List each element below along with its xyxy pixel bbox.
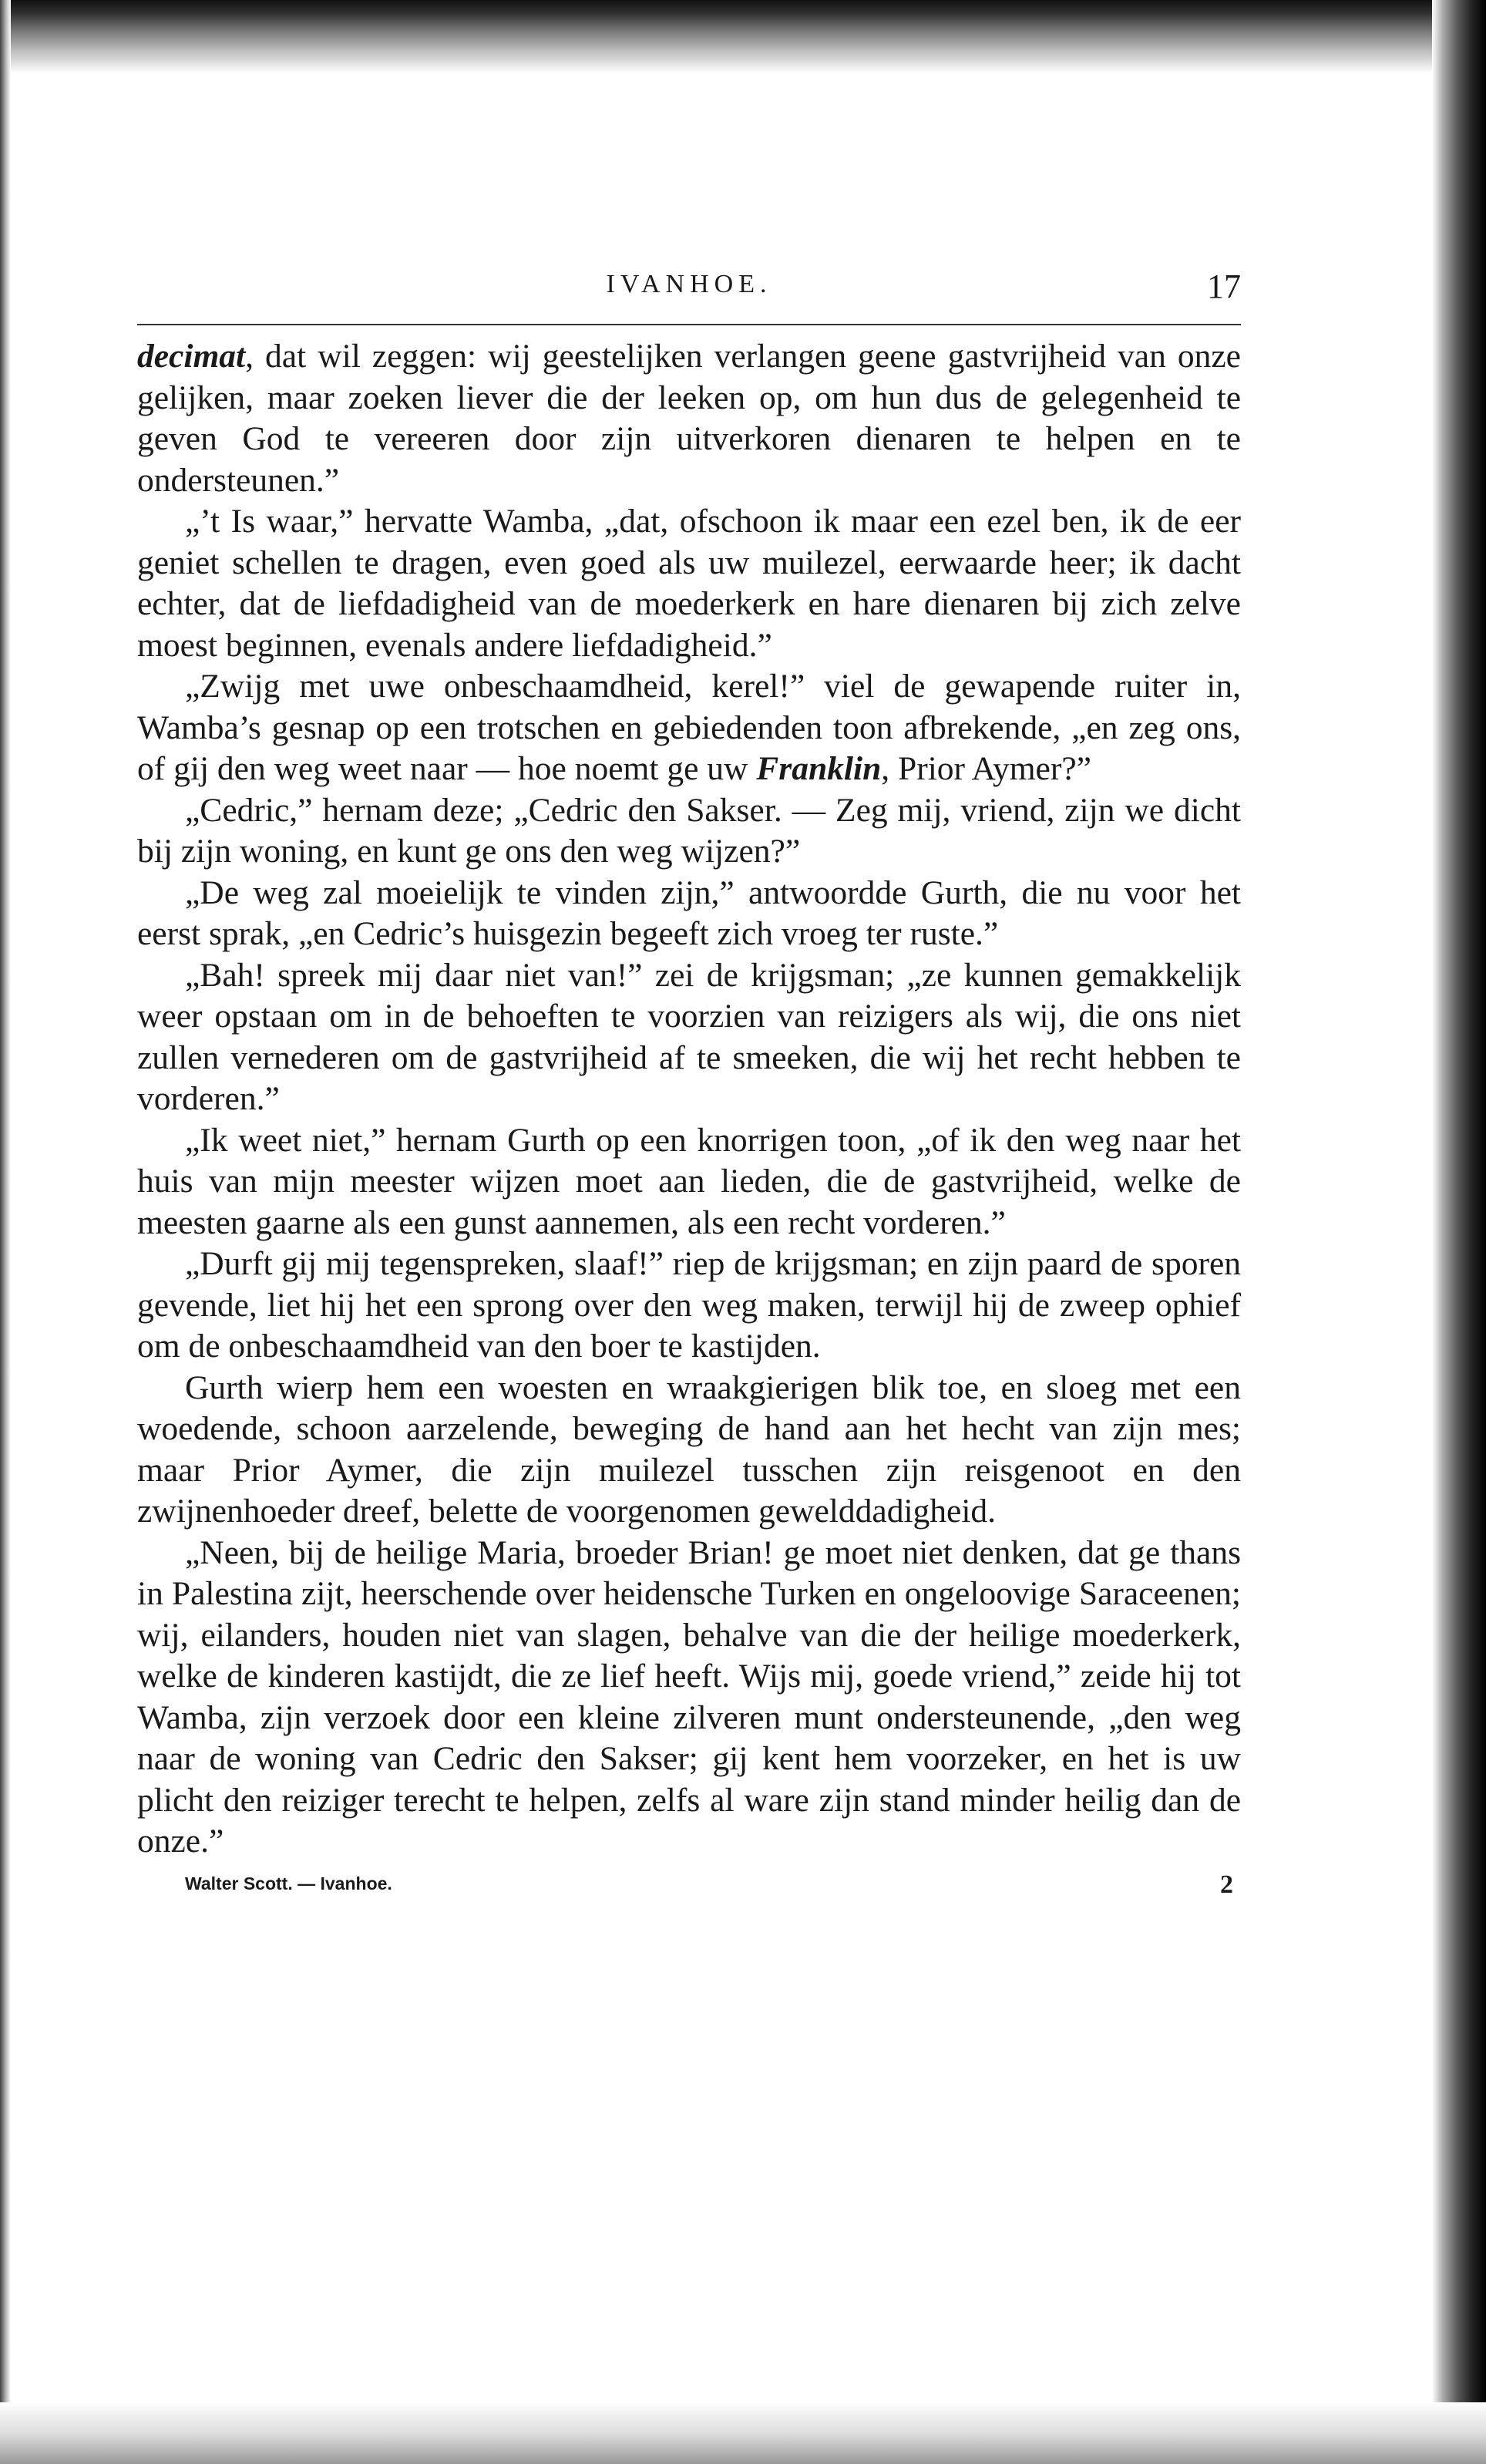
paragraph-text: Gurth wierp hem een woesten en wraakgierigen blik toe, en sloeg met een woedende, schoon aarzelende, beweging de hand aan het hecht van zijn mes; maar Prior Aymer, die zijn muilezel tusschen zijn reisgenoot en den zwijnenhoeder dreef, belette de voorgenomen gewelddadigheid. [137, 1368, 1241, 1530]
paragraph-text: „Durft gij mij tegenspreken, slaaf!” riep de krijgsman; en zijn paard de sporen gevende, liet hij het een sprong over den weg maken, terwijl hij de zweep ophief om de onbeschaamdheid van den boer te kastijden. [137, 1245, 1241, 1365]
paragraph-text: „Cedric,” hernam deze; „Cedric den Sakser. — Zeg mij, vriend, zijn we dicht bij zijn woning, en kunt ge ons den weg wijzen?” [137, 791, 1241, 870]
paragraph [137, 1368, 1241, 1533]
scan-edge-bottom [0, 2402, 1486, 2464]
paragraph-text: „De weg zal moeielijk te vinden zijn,” antwoordde Gurth, die nu voor het eerst sprak, „en Cedric’s huisgezin begeeft zich vroeg ter ruste.” [137, 874, 1241, 952]
running-title: IVANHOE. [606, 270, 772, 298]
running-head [137, 270, 1241, 325]
paragraph [137, 955, 1241, 1120]
paragraph-text: , Prior Aymer?” [881, 750, 1091, 787]
emphasis: decimat [137, 338, 246, 375]
paragraph [137, 790, 1241, 873]
paragraph [137, 336, 1241, 501]
emphasis: Franklin [756, 750, 882, 787]
page-number: 17 [1207, 268, 1241, 305]
sheet-number: 2 [1220, 1870, 1233, 1899]
signature-mark: Walter Scott. — Ivanhoe. [185, 1873, 392, 1893]
paragraph [137, 1244, 1241, 1368]
scan-edge-left [0, 0, 11, 2464]
book-page [137, 270, 1241, 1904]
scan-edge-right [1432, 0, 1486, 2464]
paragraph [137, 1120, 1241, 1244]
body-text [137, 336, 1241, 1863]
paragraph [137, 666, 1241, 790]
paragraph-text: „Bah! spreek mij daar niet van!” zei de krijgsman; „ze kunnen gemakkelijk weer opstaan om in de behoeften te voorzien van reizigers als wij, die ons niet zullen vernederen om de gastvrijheid af te smeeken, die wij het recht hebben te vorderen.” [137, 956, 1241, 1117]
page-footer [137, 1870, 1241, 1904]
paragraph-text: „Neen, bij de heilige Maria, broeder Brian! ge moet niet denken, dat ge thans in Palestina zijt, heerschende over heidensche Turken en ongeloovige Saraceenen; wij, eilanders, houden niet van slagen, behalve van die der heilige moederkerk, welke de kinderen kastijdt, die ze lief heeft. Wijs mij, goede vriend,” zeide hij tot Wamba, zijn verzoek door een kleine zilveren munt ondersteunende, „den weg naar de woning van Cedric den Sakser; gij kent hem voorzeker, en het is uw plicht den reiziger terecht te helpen, zelfs al ware zijn stand minder heilig dan de onze.” [137, 1533, 1241, 1860]
scan-edge-top [0, 0, 1486, 73]
paragraph [137, 873, 1241, 955]
paragraph [137, 1533, 1241, 1863]
paragraph-text: „’t Is waar,” hervatte Wamba, „dat, ofschoon ik maar een ezel ben, ik de eer geniet schellen te dragen, even goed als uw muilezel, eerwaarde heer; ik dacht echter, dat de liefdadigheid van de moederkerk en hare dienaren bij zich zelve moest beginnen, evenals andere liefdadigheid.” [137, 503, 1241, 664]
paragraph [137, 501, 1241, 666]
paragraph-text: „Ik weet niet,” hernam Gurth op een knorrigen toon, „of ik den weg naar het huis van mijn meester wijzen moet aan lieden, die de gastvrijheid, welke de meesten gaarne als een gunst aannemen, als een recht vorderen.” [137, 1121, 1241, 1241]
paragraph-text: , dat wil zeggen: wij geestelijken verlangen geene gastvrijheid van onze gelijken, maar zoeken liever die der leeken op, om hun dus de gelegenheid te geven God te vereeren door zijn uitverkoren dienaren te helpen en te ondersteunen.” [137, 338, 1241, 499]
paragraph-text: „Zwijg met uwe onbeschaamdheid, kerel!” viel de gewapende ruiter in, Wamba’s gesnap op een trotschen en gebiedenden toon afbrekende, „en zeg ons, of gij den weg weet naar — hoe noemt ge uw [137, 668, 1241, 787]
